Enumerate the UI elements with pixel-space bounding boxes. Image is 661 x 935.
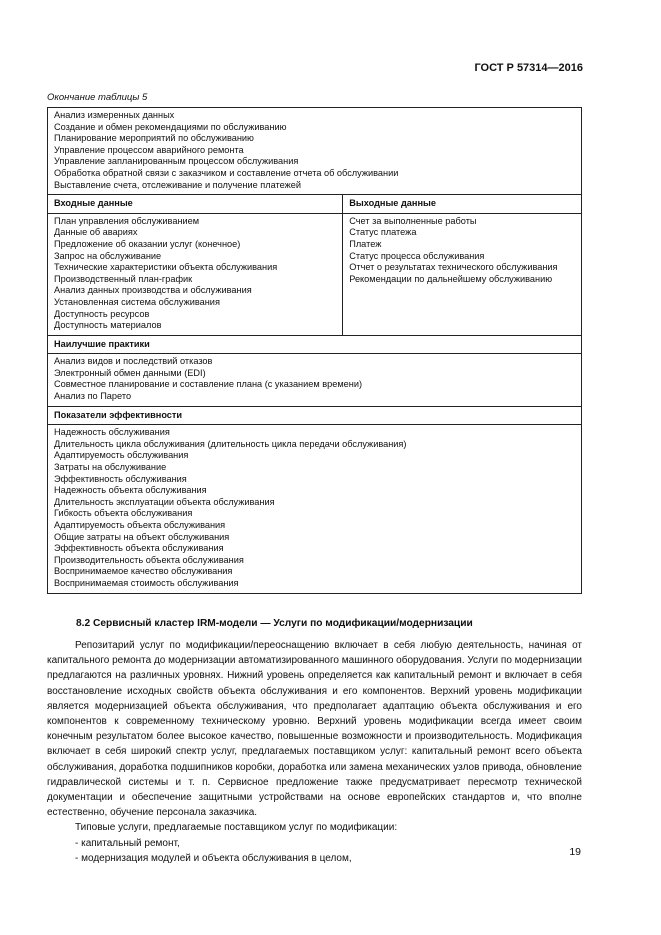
kpi-header: Показатели эффективности [48,406,582,425]
list-item: Платеж [349,238,382,249]
list-item: Анализ данных производства и обслуживания [54,285,252,296]
list-item: Надежность обслуживания [54,427,170,438]
inputs-list [54,216,336,332]
list-item: Обработка обратной связи с заказчиком и составление отчета об обслуживании [54,167,399,178]
page-number: 19 [569,846,581,858]
list-item: Запрос на обслуживание [54,250,162,261]
list-item: Гибкость объекта обслуживания [54,508,193,519]
list-item: Адаптируемость объекта обслуживания [54,520,226,530]
list-item: Управление процессом аварийного ремонта [54,144,244,155]
list-item: Статус платежа [349,227,417,238]
list-item: Технические характеристики объекта обслуживания [54,262,278,273]
list-item: Длительность эксплуатации объекта обслуживания [54,496,275,507]
list-item: Затраты на обслуживание [54,462,167,473]
list-item: Создание и обмен рекомендациями по обслуживанию [54,121,287,132]
list-item: Электронный обмен данными (EDI) [54,367,206,378]
list-item: - капитальный ремонт, [75,837,180,849]
list-item: Отчет о результатах технического обслуживания [349,262,558,273]
list-item: Анализ измеренных данных [54,110,175,120]
list-item: Эффективность объекта обслуживания [54,543,224,554]
list-item: Длительность цикла обслуживания (длительность цикла передачи обслуживания) [54,438,407,449]
list-item: Производственный план-график [54,273,193,284]
best-practices-header: Наилучшие практики [48,335,582,354]
list-item: Производительность объекта обслуживания [54,554,244,565]
list-item: Адаптируемость обслуживания [54,450,189,461]
inputs-cell [48,213,343,335]
list-item: Эффективность обслуживания [54,473,187,484]
table-caption: Окончание таблицы 5 [47,92,148,103]
list-item: Надежность объекта обслуживания [54,485,207,496]
list-item: Выставление счета, отслеживание и получение платежей [54,179,301,190]
list-item: Доступность ресурсов [54,308,150,319]
services-list [47,836,582,866]
standard-number: ГОСТ Р 57314—2016 [474,62,583,74]
outputs-cell [343,213,582,335]
paragraph-1: Репозитарий услуг по модификации/переоснащению включает в себя любую деятельность, начиная от капитального ремонта до модернизации автоматизированного машинного оборудования. Услуги по модернизации предлагаются на различных уровнях. Нижний уровень определяется как капитальный ремонт и включает в себя восстановление исходных свойств объекта обслуживания и его компонентов. Верхний уровень модификации является модернизацией объекта обслуживания, что предполагает адаптацию объекта обслуживания и его компонентов к современному техническому уровню. Верхний уровень модификации всегда имеет своим конечным результатом более высокое качество, повышенные возможности и производительность. Модификация включает в себя широкий спектр услуг, предлагаемых поставщиком услуг: капитальный ремонт всего объекта обслуживания, доработка подшипников коробки, доработка или замена механических узлов привода, обновление гидравлической системы и т. п. Сервисное предложение также предусматривает пересмотр технической документации и обеспечение защитными устройствами на основе европейских стандартов и, что вполне естественно, обучение персонала заказчика. [47,640,582,819]
list-item: Статус процесса обслуживания [349,250,485,261]
paragraph-2: Типовые услуги, предлагаемые поставщиком услуг по модификации: [75,822,398,834]
section-title: 8.2 Сервисный кластер IRM-модели — Услуги по модификации/модернизации [76,618,473,629]
list-item: Анализ видов и последствий отказов [54,356,213,367]
list-item: Рекомендации по дальнейшему обслуживанию [349,273,553,284]
list-item: Планирование мероприятий по обслуживанию [54,133,254,144]
kpi-cell [48,425,582,593]
input-header: Входные данные [48,195,343,214]
list-item: План управления обслуживанием [54,215,200,226]
table-5-end [47,107,582,594]
section-body [47,638,582,866]
list-item: Общие затраты на объект обслуживания [54,531,230,542]
list-item: Анализ по Парето [54,391,132,402]
list-item: Воспринимаемая стоимость обслуживания [54,577,239,588]
kpi-list [54,427,575,589]
outputs-list [349,216,575,286]
list-item: Управление запланированным процессом обслуживания [54,156,299,167]
list-item: Воспринимаемое качество обслуживания [54,566,233,577]
output-header: Выходные данные [343,195,582,214]
activities-list [54,110,575,191]
activities-cell [48,108,582,195]
list-item: - модернизация модулей и объекта обслуживания в целом, [75,852,352,864]
list-item: Установленная система обслуживания [54,296,220,307]
best-practices-list [54,356,575,402]
list-item: Предложение об оказании услуг (конечное) [54,238,241,249]
best-practices-cell [48,354,582,406]
list-item: Счет за выполненные работы [349,215,477,226]
list-item: Доступность материалов [54,320,162,331]
list-item: Совместное планирование и составление плана (с указанием времени) [54,379,363,390]
list-item: Данные об авариях [54,227,138,238]
